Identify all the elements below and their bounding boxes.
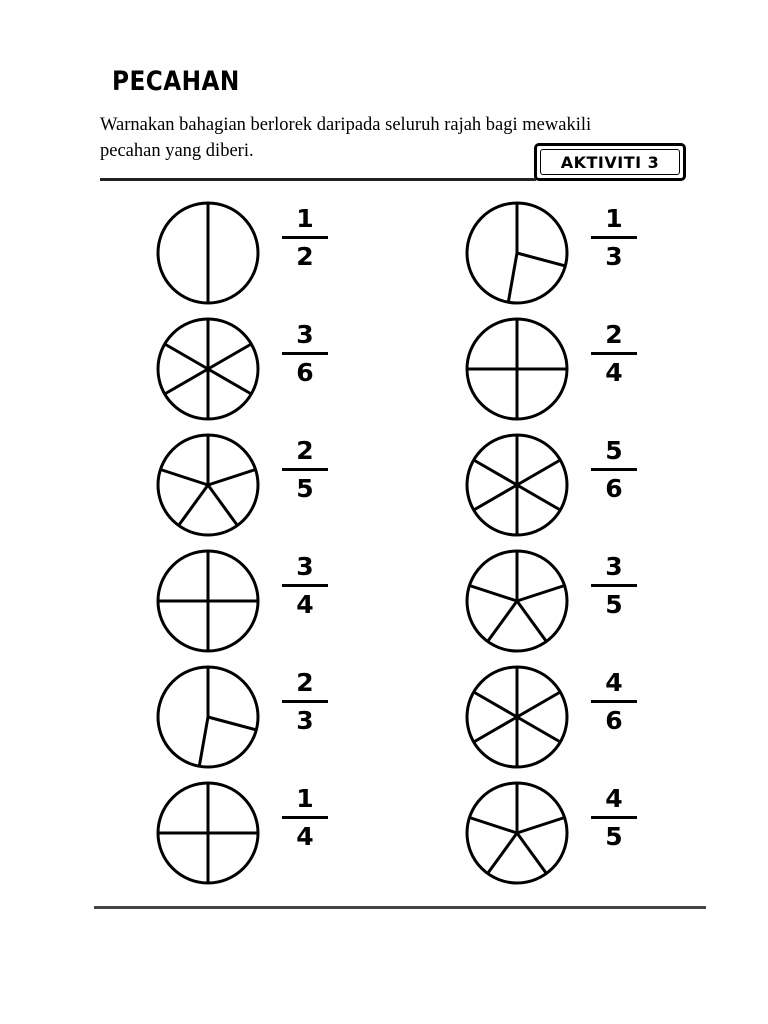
activity-label: AKTIVITI 3 [540,149,680,175]
fraction-bar [282,468,328,471]
fraction-label [282,436,328,504]
numerator: 5 [605,436,623,465]
fraction-bar [591,352,637,355]
fraction-circle[interactable] [155,548,263,656]
denominator: 4 [605,358,623,387]
fraction-circle[interactable] [155,316,263,424]
activity-badge [534,143,686,181]
fraction-bar [591,468,637,471]
fraction-bar [591,584,637,587]
denominator: 2 [296,242,314,271]
fraction-circle[interactable] [155,780,263,888]
fraction-item [464,780,704,890]
denominator: 4 [296,590,314,619]
fraction-item [155,432,395,542]
numerator: 1 [605,204,623,233]
fraction-label [591,436,637,504]
fraction-bar [282,584,328,587]
denominator: 3 [605,242,623,271]
instruction-line-2: pecahan yang diberi. [100,141,254,161]
fraction-label [282,552,328,620]
fraction-circle[interactable] [155,664,263,772]
denominator: 3 [296,706,314,735]
fraction-bar [282,816,328,819]
fraction-label [282,204,328,272]
fraction-item [464,548,704,658]
fraction-label [591,668,637,736]
fraction-circle[interactable] [464,780,572,888]
fraction-circle[interactable] [155,432,263,540]
fraction-bar [282,352,328,355]
fraction-circle[interactable] [155,200,263,308]
numerator: 4 [605,668,623,697]
fraction-bar [591,236,637,239]
fraction-item [464,664,704,774]
fraction-label [591,204,637,272]
denominator: 6 [296,358,314,387]
fraction-label [282,784,328,852]
fraction-label [591,552,637,620]
denominator: 4 [296,822,314,851]
fraction-item [464,432,704,542]
numerator: 3 [296,552,314,581]
numerator: 2 [296,668,314,697]
fraction-circle[interactable] [464,432,572,540]
fraction-label [591,784,637,852]
fraction-circle[interactable] [464,316,572,424]
numerator: 4 [605,784,623,813]
fraction-item [155,780,395,890]
fraction-label [282,668,328,736]
footer-divider [94,906,706,909]
fraction-circle[interactable] [464,664,572,772]
fraction-bar [282,700,328,703]
header-divider [100,178,536,181]
numerator: 2 [605,320,623,349]
denominator: 5 [296,474,314,503]
fraction-item [155,548,395,658]
denominator: 6 [605,474,623,503]
fraction-circle[interactable] [464,200,572,308]
denominator: 5 [605,590,623,619]
fraction-bar [282,236,328,239]
instruction-line-1: Warnakan bahagian berlorek daripada seluruh rajah bagi mewakili [100,115,592,135]
fraction-bar [591,816,637,819]
numerator: 1 [296,784,314,813]
numerator: 1 [296,204,314,233]
fraction-label [282,320,328,388]
numerator: 3 [296,320,314,349]
fraction-item [155,316,395,426]
fraction-circle[interactable] [464,548,572,656]
worksheet-title: PECAHAN [112,66,240,97]
denominator: 5 [605,822,623,851]
fraction-item [464,316,704,426]
denominator: 6 [605,706,623,735]
fraction-label [591,320,637,388]
fraction-item [155,664,395,774]
numerator: 2 [296,436,314,465]
fraction-item [155,200,395,310]
fraction-bar [591,700,637,703]
numerator: 3 [605,552,623,581]
fraction-item [464,200,704,310]
